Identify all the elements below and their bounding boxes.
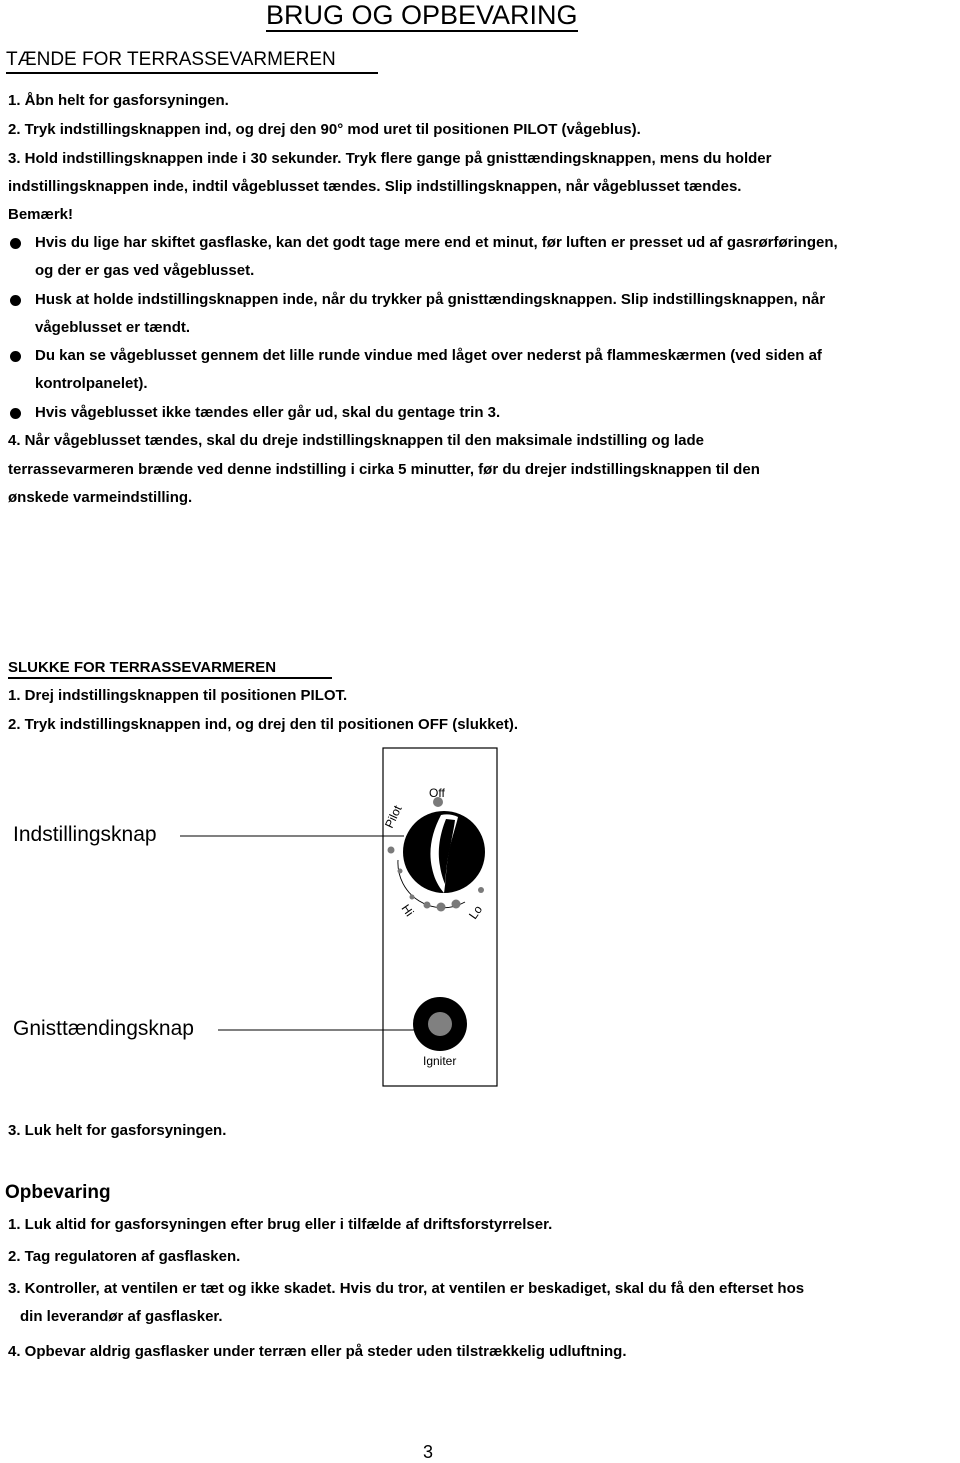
setting-dot bbox=[410, 895, 415, 900]
ignite-step-4: 4. Når vågeblusset tændes, skal du dreje indstillingsknappen til den maksimale indstilling og lade bbox=[8, 432, 705, 449]
setting-dot bbox=[424, 902, 431, 909]
note-bullet-2-cont: vågeblusset er tændt. bbox=[35, 319, 191, 336]
bullet-icon bbox=[10, 295, 21, 306]
setting-dot bbox=[452, 900, 461, 909]
note-bullet-1-cont: og der er gas ved vågeblusset. bbox=[35, 262, 255, 279]
note-bullet-3: Du kan se vågeblusset gennem det lille runde vindue med låget over nederst på flammeskærmen (ved siden af bbox=[35, 347, 822, 364]
off-label: Off bbox=[429, 786, 445, 800]
storage-step-3-cont: din leverandør af gasflasker. bbox=[20, 1308, 223, 1325]
ignite-step-4-cont: terrassevarmeren brænde ved denne indstilling i cirka 5 minutter, før du drejer indstillingsknappen til den bbox=[8, 461, 760, 478]
bullet-icon bbox=[10, 408, 21, 419]
pilot-label: Pilot bbox=[382, 803, 405, 831]
extinguish-heading: SLUKKE FOR TERRASSEVARMEREN bbox=[8, 659, 332, 679]
storage-step-2: 2. Tag regulatoren af gasflasken. bbox=[8, 1248, 241, 1265]
igniter-button-label: Gnisttændingsknap bbox=[13, 1017, 194, 1040]
extinguish-step-2: 2. Tryk indstillingsknappen ind, og drej den til positionen OFF (slukket). bbox=[8, 716, 519, 733]
ignite-step-1: 1. Åbn helt for gasforsyningen. bbox=[8, 92, 229, 109]
note-label: Bemærk! bbox=[8, 206, 74, 223]
setting-dot bbox=[478, 887, 484, 893]
storage-step-3: 3. Kontroller, at ventilen er tæt og ikke skadet. Hvis du tror, at ventilen er beskadiget, skal du få den efterset hos bbox=[8, 1280, 805, 1297]
storage-heading: Opbevaring bbox=[5, 1182, 111, 1203]
setting-dot bbox=[388, 847, 395, 854]
igniter-button-center bbox=[428, 1012, 452, 1036]
extinguish-step-1: 1. Drej indstillingsknappen til positionen PILOT. bbox=[8, 687, 348, 704]
ignite-step-3: 3. Hold indstillingsknappen inde i 30 sekunder. Tryk flere gange på gnisttændingsknappen, mens du holder bbox=[8, 150, 772, 167]
ignite-step-4-cont2: ønskede varmeindstilling. bbox=[8, 489, 193, 506]
ignite-step-3-cont: indstillingsknappen inde, indtil vågeblusset tændes. Slip indstillingsknappen, når vågeblusset tændes. bbox=[8, 178, 742, 195]
igniter-label: Igniter bbox=[423, 1054, 457, 1068]
ignite-heading: TÆNDE FOR TERRASSEVARMEREN bbox=[6, 48, 378, 74]
lo-label: Lo bbox=[465, 902, 486, 922]
bullet-icon bbox=[10, 238, 21, 249]
note-bullet-2: Husk at holde indstillingsknappen inde, når du trykker på gnisttændingsknappen. Slip indstillingsknappen, når bbox=[35, 291, 826, 308]
hi-label: Hi bbox=[398, 901, 417, 920]
page-number: 3 bbox=[423, 1442, 434, 1462]
setting-dot bbox=[437, 903, 446, 912]
note-bullet-3-cont: kontrolpanelet). bbox=[35, 375, 148, 392]
storage-step-4: 4. Opbevar aldrig gasflasker under terræn eller på steder uden tilstrækkelig udluftning. bbox=[8, 1343, 627, 1360]
control-knob-label: Indstillingsknap bbox=[13, 823, 157, 846]
storage-step-1: 1. Luk altid for gasforsyningen efter brug eller i tilfælde af driftsforstyrrelser. bbox=[8, 1216, 553, 1233]
bullet-icon bbox=[10, 351, 21, 362]
setting-dot bbox=[398, 869, 403, 874]
note-bullet-1: Hvis du lige har skiftet gasflaske, kan det godt tage mere end et minut, før luften er presset ud af gasrørføringen, bbox=[35, 234, 838, 251]
note-bullet-4: Hvis vågeblusset ikke tændes eller går ud, skal du gentage trin 3. bbox=[35, 404, 501, 421]
page-title: BRUG OG OPBEVARING bbox=[266, 0, 578, 30]
control-panel-diagram bbox=[0, 740, 960, 1100]
extinguish-step-3: 3. Luk helt for gasforsyningen. bbox=[8, 1122, 227, 1139]
ignite-step-2: 2. Tryk indstillingsknappen ind, og drej den 90° mod uret til positionen PILOT (vågeblus). bbox=[8, 121, 641, 138]
